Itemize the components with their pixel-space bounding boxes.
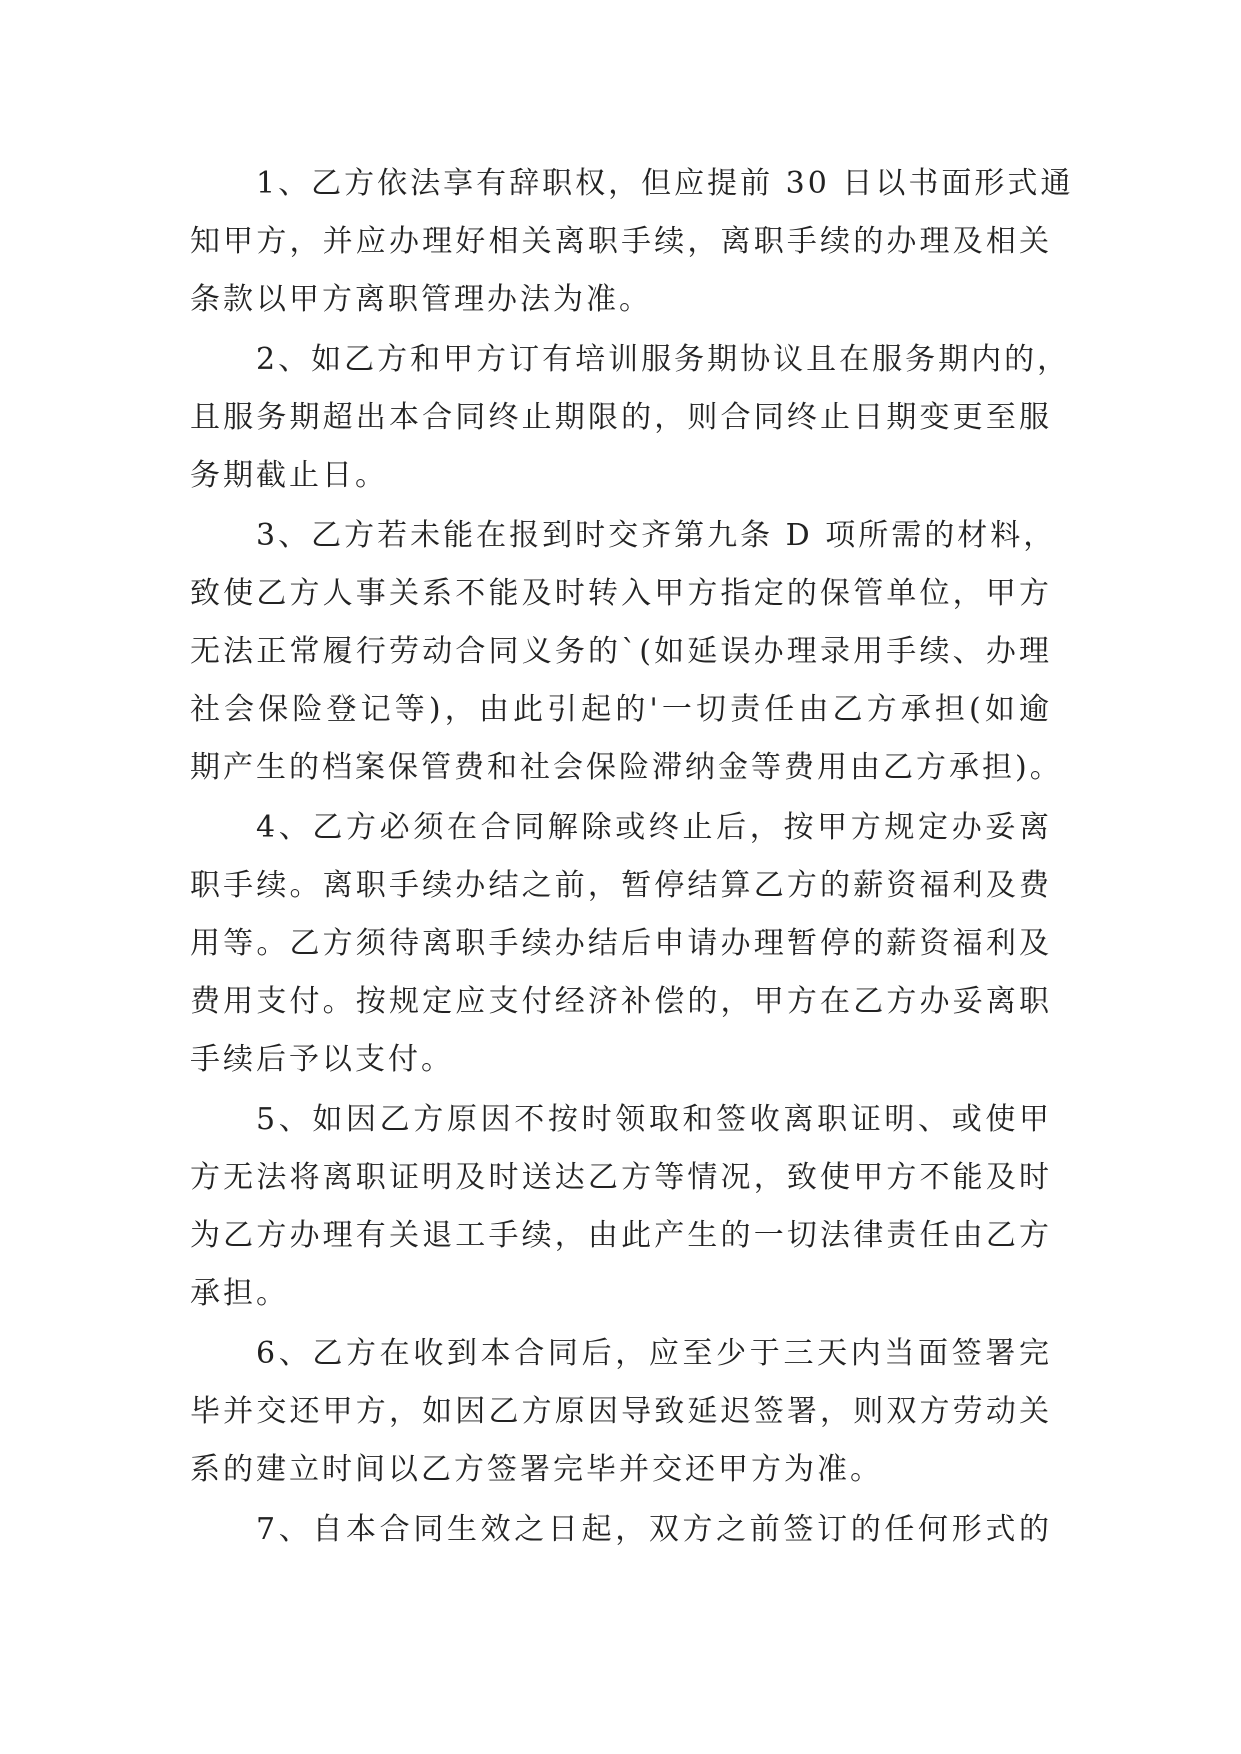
text-line: 4、乙方必须在合同解除或终止后，按甲方规定办妥离	[256, 810, 1052, 845]
clause-6	[190, 1325, 1052, 1499]
text-line: 用等。乙方须待离职手续办结后申请办理暂停的薪资福利及	[190, 926, 1052, 961]
clause-7	[190, 1501, 1052, 1559]
text-line: 毕并交还甲方，如因乙方原因导致延迟签署，则双方劳动关	[190, 1394, 1052, 1429]
text-line: 5、如因乙方原因不按时领取和签收离职证明、或使甲	[256, 1102, 1052, 1137]
text-line: 承担。	[190, 1276, 289, 1311]
text-line: 期产生的档案保管费和社会保险滞纳金等费用由乙方承担)。	[190, 750, 1063, 785]
clause-4	[190, 799, 1052, 1089]
text-line: 7、自本合同生效之日起，双方之前签订的任何形式的	[256, 1512, 1052, 1547]
text-line: 社会保险登记等)，由此引起的'一切责任由乙方承担(如逾	[190, 692, 1052, 727]
text-line: 系的建立时间以乙方签署完毕并交还甲方为准。	[190, 1452, 883, 1487]
text-line: 为乙方办理有关退工手续，由此产生的一切法律责任由乙方	[190, 1218, 1052, 1253]
text-line: 务期截止日。	[190, 458, 388, 493]
text-line: 手续后予以支付。	[190, 1042, 454, 1077]
text-line: 方无法将离职证明及时送达乙方等情况，致使甲方不能及时	[190, 1160, 1052, 1195]
clause-5	[190, 1091, 1052, 1323]
clause-2	[190, 331, 1071, 505]
text-line: 6、乙方在收到本合同后，应至少于三天内当面签署完	[256, 1336, 1052, 1371]
text-line: 且服务期超出本合同终止期限的，则合同终止日期变更至服	[190, 400, 1052, 435]
text-line: 2、如乙方和甲方订有培训服务期协议且在服务期内的，	[256, 342, 1071, 377]
text-line: 无法正常履行劳动合同义务的`(如延误办理录用手续、办理	[190, 634, 1052, 669]
text-line: 条款以甲方离职管理办法为准。	[190, 282, 652, 317]
clause-3	[190, 507, 1063, 797]
text-line: 职手续。离职手续办结之前，暂停结算乙方的薪资福利及费	[190, 868, 1052, 903]
contract-clauses	[190, 155, 1074, 1559]
clause-1	[190, 155, 1074, 329]
text-line: 费用支付。按规定应支付经济补偿的，甲方在乙方办妥离职	[190, 984, 1052, 1019]
text-line: 知甲方，并应办理好相关离职手续，离职手续的办理及相关	[190, 224, 1052, 259]
text-line: 致使乙方人事关系不能及时转入甲方指定的保管单位，甲方	[190, 576, 1052, 611]
text-line: 1、乙方依法享有辞职权，但应提前 30 日以书面形式通	[256, 166, 1074, 201]
text-line: 3、乙方若未能在报到时交齐第九条 D 项所需的材料，	[256, 518, 1057, 553]
